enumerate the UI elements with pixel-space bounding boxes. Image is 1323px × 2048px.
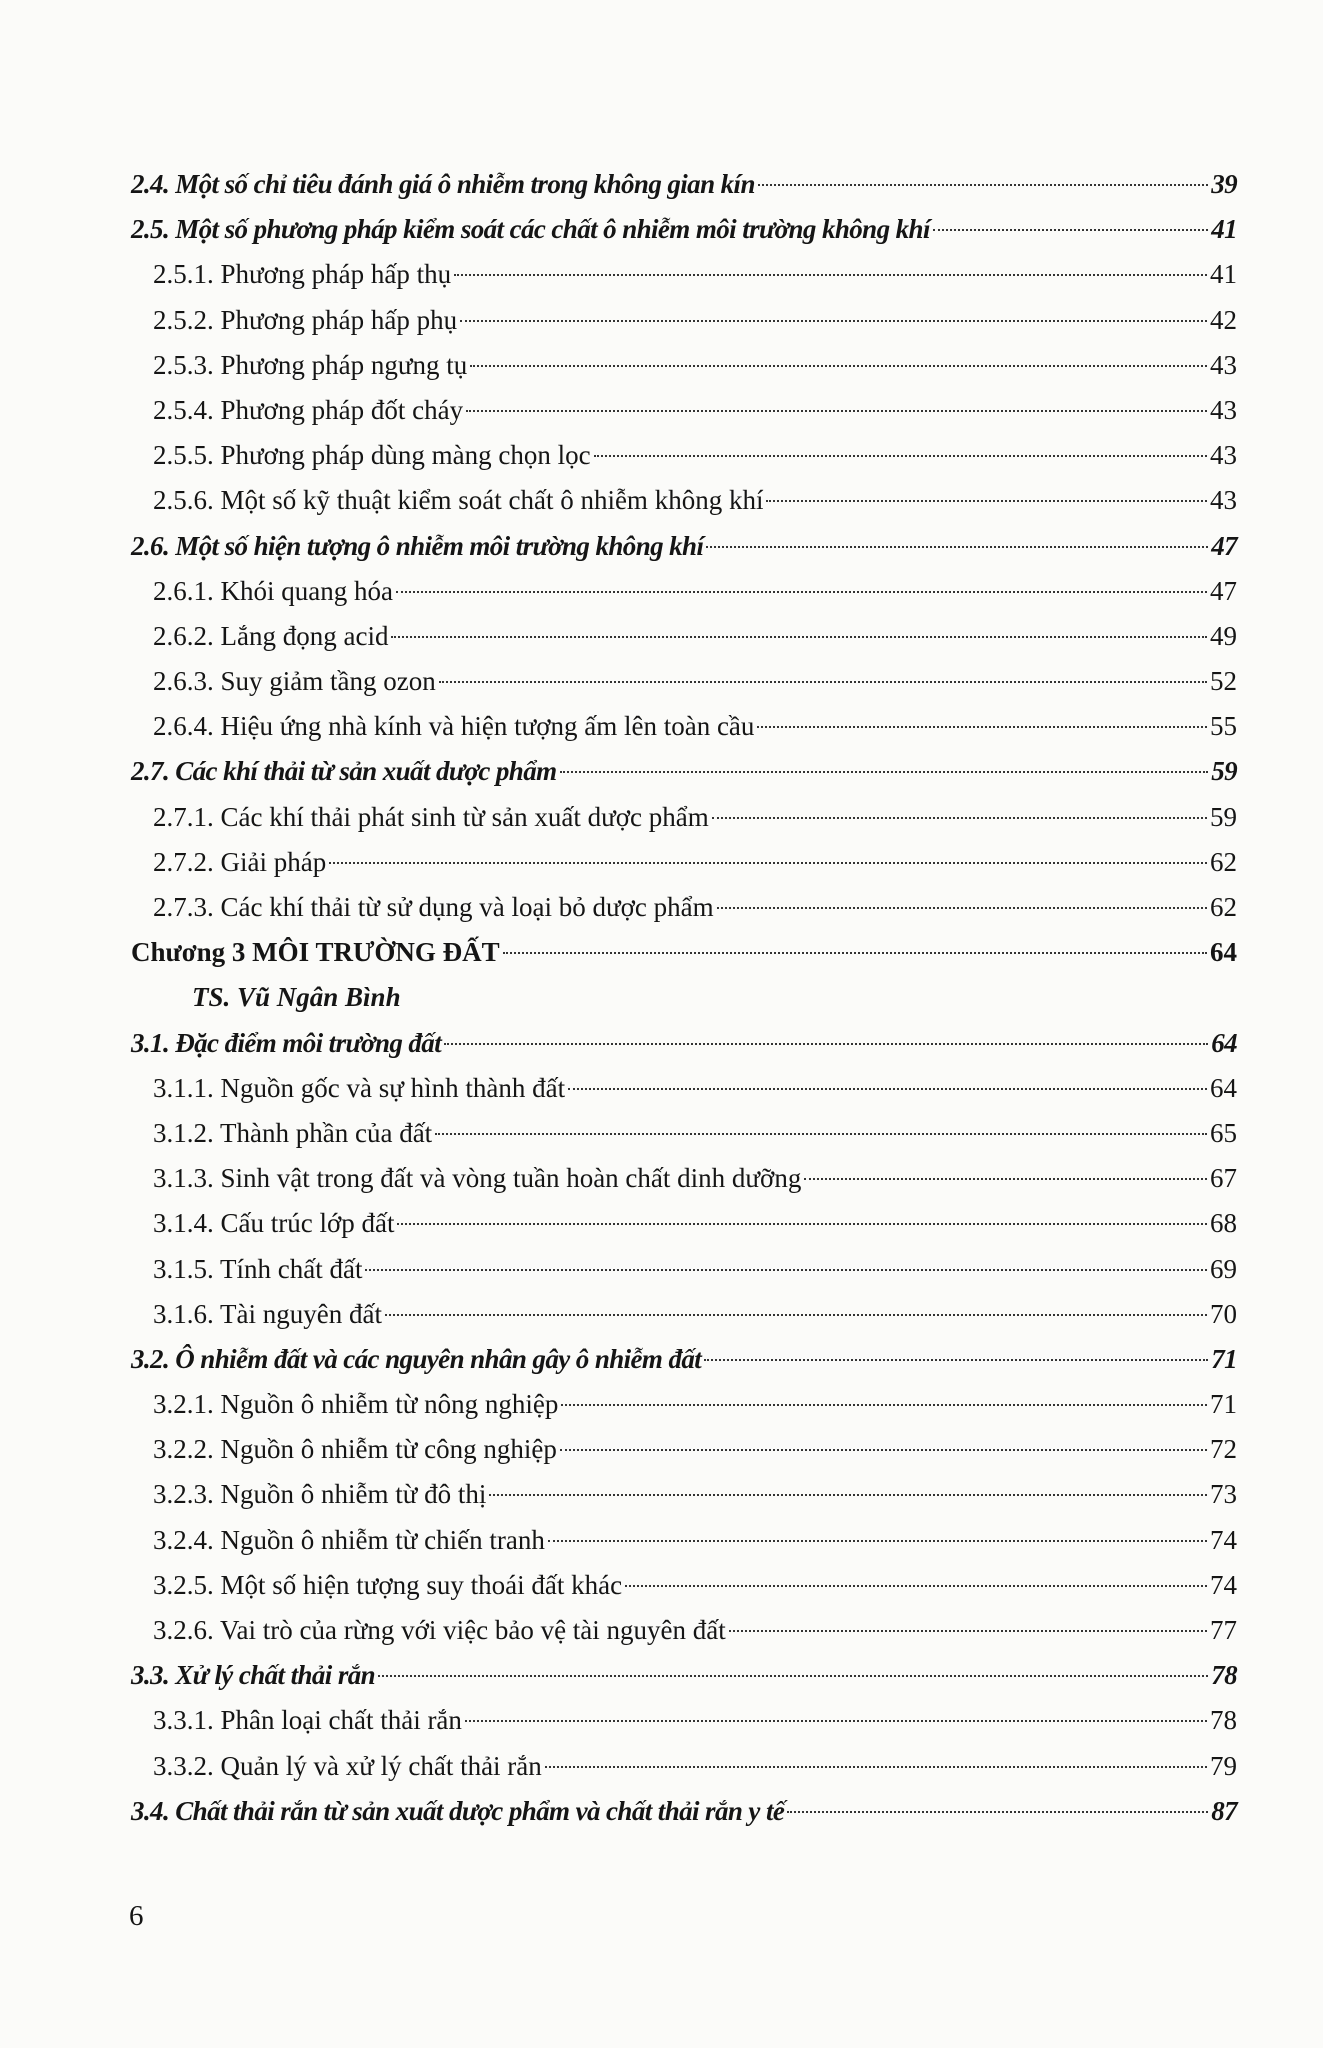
toc-entry-page: 41 bbox=[1210, 259, 1237, 290]
toc-entry-chapter bbox=[131, 930, 1237, 975]
dot-leader bbox=[594, 455, 1207, 457]
toc-entry-section bbox=[131, 1021, 1237, 1066]
toc-entry-sub bbox=[131, 569, 1237, 614]
toc-entry-page: 43 bbox=[1210, 485, 1237, 516]
toc-entry-label: 2.5.5. Phương pháp dùng màng chọn lọc bbox=[153, 440, 591, 471]
toc-entry-label: 3.1.6. Tài nguyên đất bbox=[153, 1298, 382, 1329]
toc-entry-label: 2.6.4. Hiệu ứng nhà kính và hiện tượng ấm lên toàn cầu bbox=[153, 711, 755, 742]
dot-leader bbox=[766, 500, 1207, 502]
toc-entry-sub bbox=[131, 1292, 1237, 1337]
toc-entry-label: 2.6. Một số hiện tượng ô nhiễm môi trường không khí bbox=[131, 530, 704, 561]
toc-entry-label: 2.6.2. Lắng đọng acid bbox=[153, 620, 389, 651]
toc-entry-label: 3.2.3. Nguồn ô nhiễm từ đô thị bbox=[153, 1479, 487, 1510]
toc-entry-label: 3.3. Xử lý chất thải rắn bbox=[131, 1660, 376, 1691]
toc-entry-page: 71 bbox=[1211, 1343, 1237, 1374]
dot-leader bbox=[460, 320, 1207, 322]
toc-entry-sub bbox=[131, 298, 1237, 343]
toc-entry-label: 3.2.1. Nguồn ô nhiễm từ nông nghiệp bbox=[153, 1389, 559, 1420]
toc-entry-sub bbox=[131, 885, 1237, 930]
dot-leader bbox=[391, 636, 1207, 638]
toc-entry-label: 3.2.5. Một số hiện tượng suy thoái đất khác bbox=[153, 1569, 623, 1600]
dot-leader bbox=[560, 771, 1209, 773]
toc-entry-label: 3.1. Đặc điểm môi trường đất bbox=[131, 1027, 442, 1058]
toc-entry-page: 69 bbox=[1210, 1253, 1237, 1284]
toc-entry-author bbox=[131, 975, 1237, 1020]
toc-entry-sub bbox=[131, 1563, 1237, 1608]
toc-entry-page: 62 bbox=[1210, 846, 1237, 877]
page-number: 6 bbox=[129, 1900, 144, 1932]
dot-leader bbox=[466, 410, 1207, 412]
toc-entry-sub bbox=[131, 840, 1237, 885]
toc-entry-page: 52 bbox=[1210, 666, 1237, 697]
toc-entry-sub bbox=[131, 1247, 1237, 1292]
toc-entry-page: 43 bbox=[1210, 349, 1237, 380]
toc-entry-page: 62 bbox=[1210, 892, 1237, 922]
toc-entry-page: 77 bbox=[1210, 1615, 1237, 1645]
toc-entry-section bbox=[131, 524, 1237, 569]
dot-leader bbox=[503, 952, 1207, 954]
toc-entry-label: Chương 3 MÔI TRƯỜNG ĐẤT bbox=[131, 937, 500, 968]
toc-entry-page: 47 bbox=[1210, 575, 1237, 606]
dot-leader bbox=[933, 229, 1208, 231]
dot-leader bbox=[329, 862, 1207, 864]
toc-entry-page: 87 bbox=[1211, 1795, 1237, 1826]
toc-entry-label: 3.2.2. Nguồn ô nhiễm từ công nghiệp bbox=[153, 1434, 557, 1465]
toc-entry-label: 2.7.1. Các khí thải phát sinh từ sản xuất dược phẩm bbox=[153, 801, 709, 832]
dot-leader bbox=[704, 1359, 1208, 1361]
toc-entry-label: 3.3.1. Phân loại chất thải rắn bbox=[153, 1705, 462, 1736]
toc-entry-page: 49 bbox=[1210, 620, 1237, 651]
toc-entry-label: TS. Vũ Ngân Bình bbox=[192, 982, 401, 1013]
toc-entry-label: 2.7. Các khí thải từ sản xuất dược phẩm bbox=[131, 756, 557, 787]
toc-entry-section bbox=[131, 162, 1237, 207]
toc-entry-page: 70 bbox=[1210, 1298, 1237, 1329]
dot-leader bbox=[729, 1630, 1207, 1632]
dot-leader bbox=[489, 1494, 1207, 1496]
dot-leader bbox=[397, 1223, 1207, 1225]
toc-entry-sub bbox=[131, 1698, 1237, 1743]
toc-entry-label: 3.2. Ô nhiễm đất và các nguyên nhân gây ô nhiễm đất bbox=[131, 1343, 702, 1374]
dot-leader bbox=[717, 907, 1207, 909]
toc-entry-label: 3.1.4. Cấu trúc lớp đất bbox=[153, 1208, 395, 1239]
toc-entry-sub bbox=[131, 1518, 1237, 1563]
toc-entry-sub bbox=[131, 659, 1237, 704]
toc-entry-page: 67 bbox=[1210, 1163, 1237, 1194]
toc-entry-label: 2.6.3. Suy giảm tầng ozon bbox=[153, 666, 436, 697]
toc-entry-page: 59 bbox=[1210, 801, 1237, 832]
toc-entry-sub bbox=[131, 1427, 1237, 1472]
dot-leader bbox=[378, 1675, 1208, 1677]
dot-leader bbox=[396, 591, 1207, 593]
toc-entry-sub bbox=[131, 433, 1237, 478]
dot-leader bbox=[365, 1269, 1207, 1271]
toc-entry-label: 3.1.1. Nguồn gốc và sự hình thành đất bbox=[153, 1072, 566, 1103]
toc-entry-sub bbox=[131, 1201, 1237, 1246]
dot-leader bbox=[757, 726, 1207, 728]
toc-entry-sub bbox=[131, 1608, 1237, 1653]
dot-leader bbox=[561, 1404, 1207, 1406]
dot-leader bbox=[758, 184, 1208, 186]
toc-entry-page: 79 bbox=[1210, 1750, 1237, 1781]
toc-entry-sub bbox=[131, 1382, 1237, 1427]
dot-leader bbox=[385, 1314, 1207, 1316]
toc-entry-page: 72 bbox=[1210, 1434, 1237, 1465]
toc-entry-page: 55 bbox=[1210, 711, 1237, 742]
toc-entry-page: 42 bbox=[1210, 304, 1237, 335]
toc-entry-section bbox=[131, 1653, 1237, 1698]
toc-entry-sub bbox=[131, 614, 1237, 659]
toc-entry-page: 78 bbox=[1211, 1660, 1237, 1691]
toc-entry-label: 2.7.2. Giải pháp bbox=[153, 846, 327, 877]
toc-entry-label: 2.6.1. Khói quang hóa bbox=[153, 575, 393, 606]
dot-leader bbox=[560, 1449, 1207, 1451]
dot-leader bbox=[625, 1585, 1207, 1587]
toc-entry-sub bbox=[131, 1111, 1237, 1156]
toc-entry-section bbox=[131, 749, 1237, 794]
toc-entry-page: 68 bbox=[1210, 1208, 1237, 1239]
toc-entry-sub bbox=[131, 1744, 1237, 1789]
toc-entry-section bbox=[131, 1789, 1237, 1834]
dot-leader bbox=[454, 274, 1207, 276]
toc-entry-sub bbox=[131, 795, 1237, 840]
toc-entry-section bbox=[131, 207, 1237, 252]
toc-entry-page: 47 bbox=[1211, 530, 1237, 561]
toc-entry-label: 3.2.6. Vai trò của rừng với việc bảo vệ tài nguyên đất bbox=[153, 1615, 726, 1645]
toc-entry-label: 3.1.5. Tính chất đất bbox=[153, 1253, 363, 1284]
dot-leader bbox=[706, 546, 1208, 548]
toc-entry-label: 2.7.3. Các khí thải từ sử dụng và loại bỏ dược phẩm bbox=[153, 892, 714, 922]
dot-leader bbox=[545, 1766, 1207, 1768]
toc-entry-page: 71 bbox=[1210, 1389, 1237, 1420]
dot-leader bbox=[470, 365, 1207, 367]
toc-entry-label: 3.1.2. Thành phần của đất bbox=[153, 1117, 433, 1148]
toc-entry-sub bbox=[131, 343, 1237, 388]
dot-leader bbox=[439, 681, 1207, 683]
dot-leader bbox=[435, 1133, 1207, 1135]
toc-entry-sub bbox=[131, 1156, 1237, 1201]
dot-leader bbox=[787, 1811, 1208, 1813]
toc-entry-label: 3.1.3. Sinh vật trong đất và vòng tuần hoàn chất dinh dưỡng bbox=[153, 1163, 802, 1194]
dot-leader bbox=[804, 1178, 1207, 1180]
toc-entry-page: 64 bbox=[1210, 937, 1237, 968]
toc-entry-sub bbox=[131, 704, 1237, 749]
toc-entry-sub bbox=[131, 478, 1237, 523]
toc-entry-page: 64 bbox=[1210, 1072, 1237, 1103]
toc-entry-sub bbox=[131, 1066, 1237, 1111]
toc-entry-page: 74 bbox=[1210, 1569, 1237, 1600]
toc-entry-page: 39 bbox=[1211, 169, 1237, 199]
dot-leader bbox=[548, 1540, 1207, 1542]
toc-entry-page: 78 bbox=[1210, 1705, 1237, 1736]
toc-entry-label: 2.5. Một số phương pháp kiểm soát các chất ô nhiễm môi trường không khí bbox=[131, 214, 930, 245]
toc-entry-label: 2.5.2. Phương pháp hấp phụ bbox=[153, 304, 458, 335]
dot-leader bbox=[568, 1088, 1207, 1090]
toc-entry-label: 2.5.3. Phương pháp ngưng tụ bbox=[153, 349, 468, 380]
dot-leader bbox=[712, 817, 1207, 819]
toc-entry-sub bbox=[131, 1472, 1237, 1517]
toc-entry-label: 2.5.4. Phương pháp đốt cháy bbox=[153, 394, 464, 425]
toc-entry-label: 3.4. Chất thải rắn từ sản xuất dược phẩm và chất thải rắn y tế bbox=[131, 1795, 785, 1826]
toc-entry-label: 3.3.2. Quản lý và xử lý chất thải rắn bbox=[153, 1750, 542, 1781]
toc-entry-page: 59 bbox=[1211, 756, 1237, 787]
dot-leader bbox=[465, 1720, 1207, 1722]
toc-entry-sub bbox=[131, 388, 1237, 433]
toc-entry-page: 73 bbox=[1210, 1479, 1237, 1510]
toc-entry-sub bbox=[131, 252, 1237, 297]
toc-entry-page: 43 bbox=[1210, 394, 1237, 425]
toc-entry-label: 2.5.6. Một số kỹ thuật kiểm soát chất ô nhiễm không khí bbox=[153, 485, 764, 516]
toc-entry-label: 2.5.1. Phương pháp hấp thụ bbox=[153, 259, 452, 290]
toc-entry-page: 65 bbox=[1210, 1117, 1237, 1148]
toc-entry-section bbox=[131, 1337, 1237, 1382]
toc-entry-page: 43 bbox=[1210, 440, 1237, 471]
toc-entry-page: 74 bbox=[1210, 1524, 1237, 1555]
toc-entry-label: 3.2.4. Nguồn ô nhiễm từ chiến tranh bbox=[153, 1524, 545, 1555]
toc-entry-label: 2.4. Một số chỉ tiêu đánh giá ô nhiễm trong không gian kín bbox=[131, 169, 755, 199]
dot-leader bbox=[444, 1043, 1208, 1045]
table-of-contents bbox=[131, 162, 1237, 1834]
toc-entry-page: 41 bbox=[1211, 214, 1237, 245]
toc-entry-page: 64 bbox=[1211, 1027, 1237, 1058]
